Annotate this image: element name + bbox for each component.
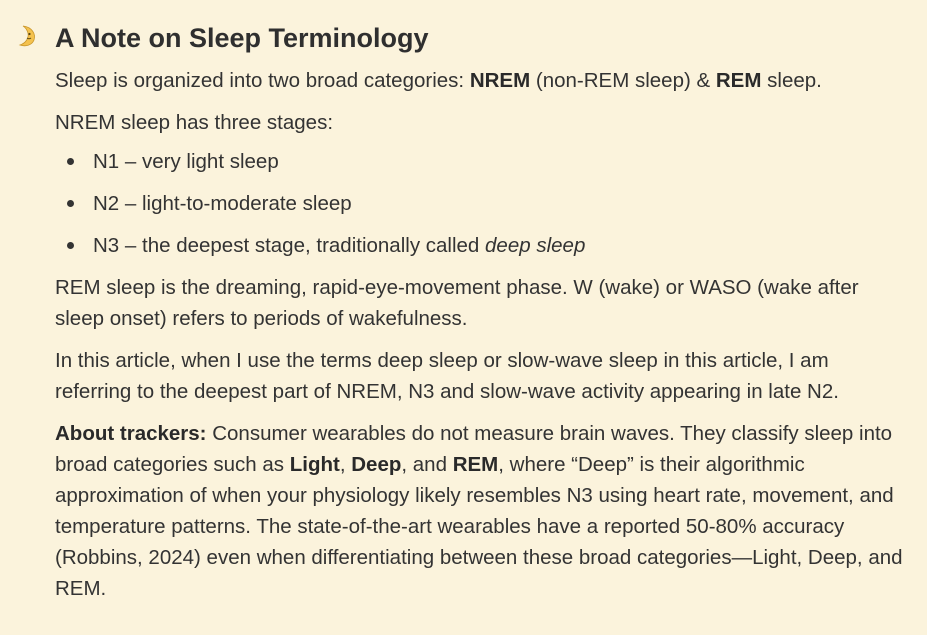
bullet (67, 158, 74, 165)
trackers-label: About trackers: (55, 422, 207, 445)
crescent-moon-icon (17, 24, 39, 48)
nrem-term: NREM (469, 69, 531, 92)
deep-term: Deep (351, 453, 402, 476)
categories-paragraph: Sleep is organized into two broad categories: NREM (non-REM sleep) & REM sleep. (55, 69, 822, 92)
stages-intro: NREM sleep has three stages: (55, 111, 334, 134)
rem-paragraph: REM sleep is the dreaming, rapid-eye-movement phase. W (wake) or WASO (wake after sleep onset) refers to periods of wakefulness. (55, 276, 859, 330)
stages-list (55, 146, 903, 261)
deep-sleep-emphasis: deep sleep (485, 234, 586, 257)
bullet (67, 200, 74, 207)
trackers-paragraph: About trackers: Consumer wearables do not measure brain waves. They classify sleep into broad categories such as Light, Deep, and REM, where “Deep” is their algorithmic approximation of when your physiology likely resembles N3 using heart rate, movement, and temperature patterns. The state-of-the-art wearables have a reported 50-80% accuracy (Robbins, 2024) even when differentiating between these broad categories—Light, Deep, and REM. (55, 422, 903, 600)
bullet (67, 242, 74, 249)
light-term: Light (289, 453, 340, 476)
rem-term-trackers: REM (452, 453, 499, 476)
page-title: A Note on Sleep Terminology (55, 23, 429, 53)
note-header (55, 20, 903, 56)
article-paragraph: In this article, when I use the terms deep sleep or slow-wave sleep in this article, I am referring to the deepest part of NREM, N3 and slow-wave activity appearing in late N2. (55, 349, 839, 403)
list-item-n2: N2 – light-to-moderate sleep (55, 188, 903, 219)
list-item-n3: N3 – the deepest stage, traditionally called deep sleep (55, 230, 903, 261)
list-item-n1: N1 – very light sleep (55, 146, 903, 177)
rem-term: REM (715, 69, 762, 92)
